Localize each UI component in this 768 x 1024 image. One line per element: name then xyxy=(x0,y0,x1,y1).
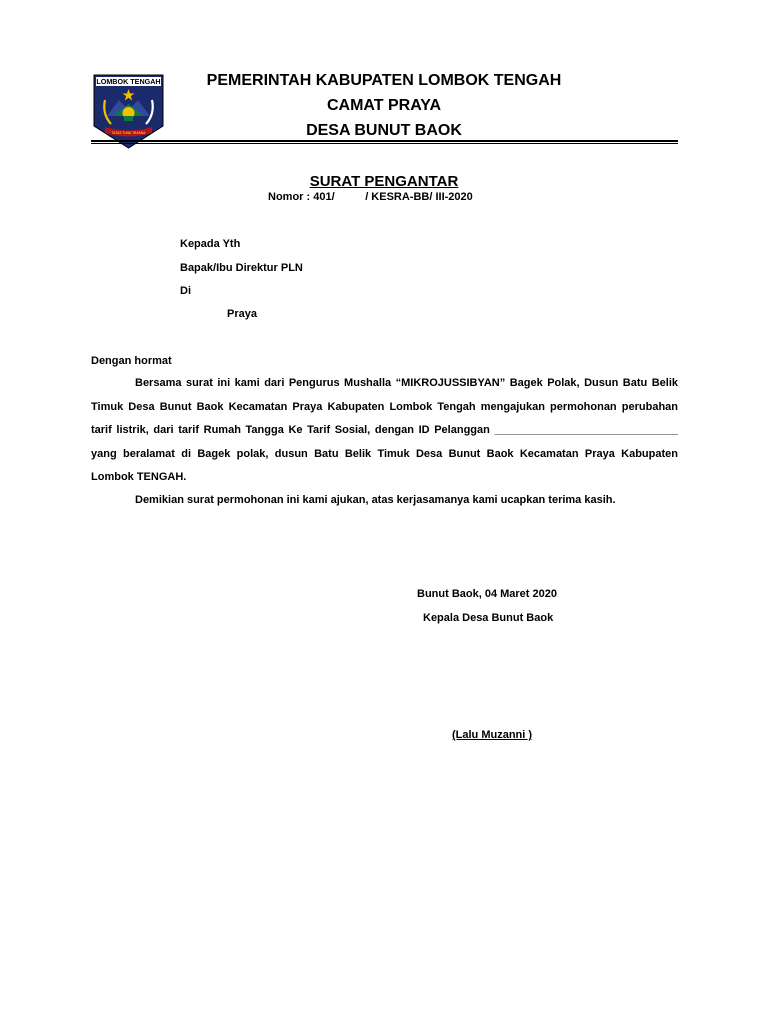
body-paragraph-2: Demikian surat permohonan ini kami ajukan, atas kerjasamanya kami ucapkan terima kasih. xyxy=(135,494,616,506)
letterhead-divider-thin xyxy=(91,143,678,144)
signatory-name: (Lalu Muzanni ) xyxy=(452,729,533,741)
logo-label-text: LOMBOK TENGAH xyxy=(96,77,161,87)
addressee-recipient: Bapak/Ibu Direktur PLN xyxy=(180,262,303,274)
letterhead-government: PEMERINTAH KABUPATEN LOMBOK TENGAH xyxy=(206,72,562,89)
letterhead-village: DESA BUNUT BAOK xyxy=(306,122,462,139)
body-paragraph-1: Bersama surat ini kami dari Pengurus Mushalla “MIKROJUSSIBYAN” Bagek Polak, Dusun Batu Belik Timuk Desa Bunut Baok Kecamatan Praya Kabupaten Lombok Tengah mengajukan permohonan perubahan tarif listrik, dari tarif Rumah Tangga Ke Tarif Sosial, dengan ID Pelanggan ______________________________ yang beralamat di Bagek polak, dusun Batu Belik Timuk Desa Bunut Baok Kecamatan Praya Kabupaten Lombok TENGAH. xyxy=(91,377,678,483)
letter-number: Nomor : 401/ / KESRA-BB/ III-2020 xyxy=(268,191,473,203)
letter-title: SURAT PENGANTAR xyxy=(309,173,459,190)
greeting: Dengan hormat xyxy=(91,355,172,367)
letterhead-divider-thick xyxy=(91,140,678,142)
signature-position: Kepala Desa Bunut Baok xyxy=(423,612,554,624)
addressee-city: Praya xyxy=(227,308,257,320)
addressee-salutation: Kepada Yth xyxy=(180,238,241,250)
regency-logo xyxy=(91,72,166,150)
addressee-di: Di xyxy=(180,285,191,297)
letterhead-district: CAMAT PRAYA xyxy=(326,97,442,114)
logo-ribbon-text: TATAS TUHU TRASNA xyxy=(111,131,146,135)
signature-place-date: Bunut Baok, 04 Maret 2020 xyxy=(417,588,557,600)
